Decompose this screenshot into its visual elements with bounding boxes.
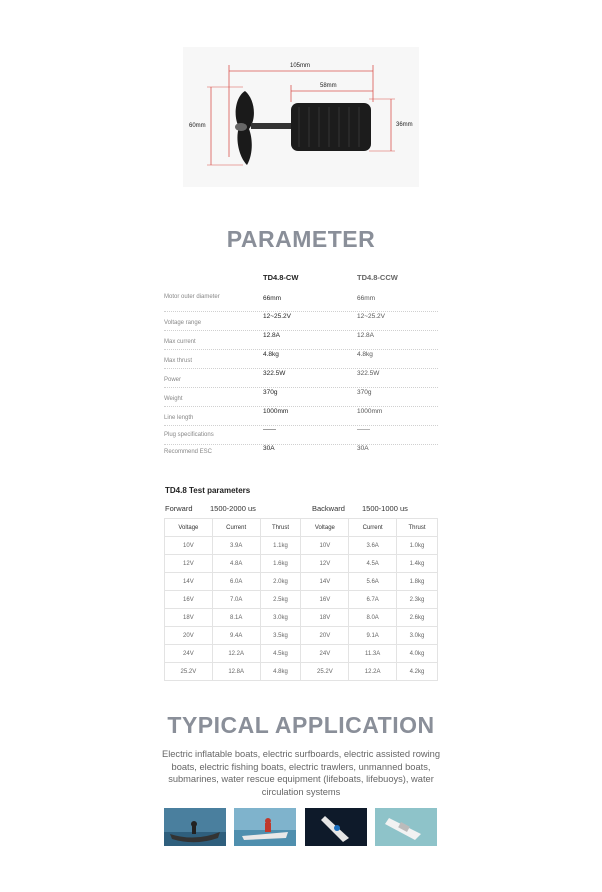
header-voltage: Voltage — [301, 519, 349, 537]
table-cell: 10V — [165, 537, 213, 555]
photo-surfboard — [234, 808, 296, 846]
header-current: Current — [212, 519, 260, 537]
table-cell: 10V — [301, 537, 349, 555]
param-value-ccw: —— — [357, 426, 370, 433]
table-cell: 20V — [301, 627, 349, 645]
table-cell: 12.2A — [349, 663, 397, 681]
table-cell: 9.1A — [349, 627, 397, 645]
header-current: Current — [349, 519, 397, 537]
table-row — [165, 555, 438, 573]
param-row — [164, 425, 438, 445]
column-header-ccw: TD4.8-CCW — [357, 273, 398, 282]
backward-label: Backward — [312, 504, 345, 513]
table-cell: 12V — [165, 555, 213, 573]
table-cell: 1.4kg — [397, 555, 438, 573]
dimension-prop-label: 60mm — [189, 123, 206, 129]
backward-range: 1500-1000 us — [362, 504, 408, 513]
param-label: Voltage range — [164, 320, 202, 326]
table-row — [165, 663, 438, 681]
param-value-cw: 30A — [263, 445, 275, 452]
table-row — [165, 591, 438, 609]
table-row — [165, 609, 438, 627]
param-label: Plug specifications — [164, 432, 214, 438]
table-cell: 2.3kg — [397, 591, 438, 609]
table-cell: 3.5kg — [260, 627, 301, 645]
param-value-ccw: 30A — [357, 445, 369, 452]
param-label: Recommend ESC — [164, 449, 213, 455]
application-title: TYPICAL APPLICATION — [167, 712, 435, 738]
param-value-cw: 370g — [263, 389, 278, 396]
photo-unmanned-boat — [305, 808, 367, 846]
param-value-cw: 1000mm — [263, 408, 289, 415]
table-cell: 1.6kg — [260, 555, 301, 573]
table-cell: 9.4A — [212, 627, 260, 645]
table-cell: 12.2A — [212, 645, 260, 663]
param-label: Power — [164, 377, 182, 383]
param-row — [164, 349, 438, 369]
param-label: Weight — [164, 396, 183, 402]
table-row — [165, 627, 438, 645]
column-header-cw: TD4.8-CW — [263, 273, 299, 282]
table-cell: 3.9A — [212, 537, 260, 555]
table-cell: 25.2V — [301, 663, 349, 681]
motor-dimension-diagram — [183, 47, 419, 187]
table-cell: 2.0kg — [260, 573, 301, 591]
param-label: Max thrust — [164, 358, 193, 364]
param-row — [164, 444, 438, 466]
photo-inflatable-boat — [164, 808, 226, 846]
table-cell: 24V — [301, 645, 349, 663]
table-cell: 8.0A — [349, 609, 397, 627]
table-cell: 4.5A — [349, 555, 397, 573]
param-row — [164, 406, 438, 426]
param-value-ccw: 370g — [357, 389, 372, 396]
param-value-ccw: 66mm — [357, 295, 376, 302]
table-cell: 18V — [301, 609, 349, 627]
dimension-overall-label: 105mm — [290, 63, 311, 69]
table-cell: 3.6A — [349, 537, 397, 555]
table-cell: 1.0kg — [397, 537, 438, 555]
table-cell: 3.0kg — [260, 609, 301, 627]
table-cell: 24V — [165, 645, 213, 663]
table-cell: 12.8A — [212, 663, 260, 681]
dimension-body-label: 58mm — [320, 83, 337, 89]
test-parameters-table — [164, 518, 438, 681]
header-voltage: Voltage — [165, 519, 213, 537]
table-cell: 4.0kg — [397, 645, 438, 663]
table-cell: 16V — [165, 591, 213, 609]
dimension-diameter-label: 36mm — [396, 122, 413, 128]
param-row — [164, 292, 438, 312]
param-row — [164, 368, 438, 388]
param-value-cw: —— — [263, 426, 276, 433]
param-row — [164, 387, 438, 407]
table-header-row — [165, 519, 438, 537]
forward-label: Forward — [165, 504, 193, 513]
table-cell: 6.7A — [349, 591, 397, 609]
table-cell: 7.0A — [212, 591, 260, 609]
table-cell: 14V — [301, 573, 349, 591]
table-cell: 16V — [301, 591, 349, 609]
test-parameters-title: TD4.8 Test parameters — [165, 486, 251, 495]
param-value-ccw: 12~25.2V — [357, 313, 386, 320]
table-cell: 2.5kg — [260, 591, 301, 609]
table-cell: 12V — [301, 555, 349, 573]
application-description: Electric inflatable boats, electric surfboards, electric assisted rowing boats, electric fishing boats, electric trawlers, unmanned boats, submarines, water rescue equipment (lifeboats, lifebuoys), water circulation systems — [162, 749, 440, 797]
table-cell: 20V — [165, 627, 213, 645]
table-cell: 1.1kg — [260, 537, 301, 555]
table-row — [165, 645, 438, 663]
photo-water-boat — [375, 808, 437, 846]
table-cell: 4.8kg — [260, 663, 301, 681]
table-cell: 2.6kg — [397, 609, 438, 627]
table-cell: 4.2kg — [397, 663, 438, 681]
param-value-cw: 12.8A — [263, 332, 280, 339]
table-row — [165, 573, 438, 591]
parameter-title: PARAMETER — [226, 226, 376, 252]
table-cell: 6.0A — [212, 573, 260, 591]
param-label: Max current — [164, 339, 196, 345]
table-cell: 3.0kg — [397, 627, 438, 645]
param-row — [164, 330, 438, 350]
param-value-ccw: 322.5W — [357, 370, 380, 377]
table-cell: 4.8A — [212, 555, 260, 573]
table-cell: 1.8kg — [397, 573, 438, 591]
table-cell: 14V — [165, 573, 213, 591]
param-label: Line length — [164, 415, 194, 421]
param-value-cw: 322.5W — [263, 370, 286, 377]
table-cell: 8.1A — [212, 609, 260, 627]
param-value-cw: 12~25.2V — [263, 313, 292, 320]
param-value-ccw: 4.8kg — [357, 351, 373, 358]
param-value-ccw: 12.8A — [357, 332, 374, 339]
param-label: Motor outer diameter — [164, 294, 220, 300]
param-value-cw: 4.8kg — [263, 351, 279, 358]
table-cell: 11.3A — [349, 645, 397, 663]
table-cell: 18V — [165, 609, 213, 627]
param-value-ccw: 1000mm — [357, 408, 383, 415]
header-thrust: Thrust — [260, 519, 301, 537]
table-cell: 5.6A — [349, 573, 397, 591]
forward-range: 1500-2000 us — [210, 504, 256, 513]
param-value-cw: 66mm — [263, 295, 282, 302]
table-cell: 25.2V — [165, 663, 213, 681]
param-row — [164, 311, 438, 331]
table-row — [165, 537, 438, 555]
header-thrust: Thrust — [397, 519, 438, 537]
table-cell: 4.5kg — [260, 645, 301, 663]
